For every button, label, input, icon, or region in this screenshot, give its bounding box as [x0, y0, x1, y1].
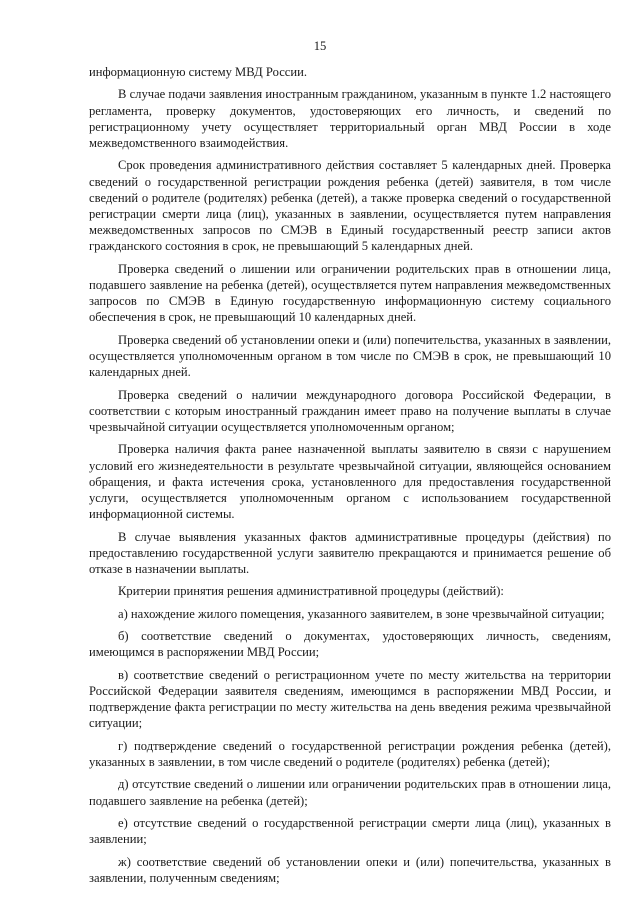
- criteria-item-v: в) соответствие сведений о регистрационном учете по месту жительства на территории Российской Федерации заявителя сведениям, имеющимся в распоряжении МВД России, и подтверждение факта регистрации по месту жительства на день введения режима чрезвычайной ситуации;: [89, 667, 611, 731]
- paragraph-criteria-heading: Критерии принятия решения административной процедуры (действий):: [118, 584, 504, 599]
- criteria-item-e: е) отсутствие сведений о государственной регистрации смерти лица (лиц), указанных в заявлении;: [89, 815, 611, 847]
- paragraph-termination: В случае выявления указанных фактов административные процедуры (действия) по предоставлению государственной услуги заявителю прекращаются и принимается решение об отказе в назначении выплаты.: [89, 529, 611, 576]
- criteria-item-a: а) нахождение жилого помещения, указанного заявителем, в зоне чрезвычайной ситуации;: [118, 606, 605, 621]
- criteria-item-b: б) соответствие сведений о документах, удостоверяющих личность, сведениям, имеющимся в распоряжении МВД России;: [89, 629, 611, 660]
- criteria-item-zh: ж) соответствие сведений об установлении опеки и (или) попечительства, указанных в заявлении, полученным сведениям;: [89, 854, 611, 885]
- paragraph-international-treaty: Проверка сведений о наличии международного договора Российской Федерации, в соответствии с которым иностранный гражданин имеет право на получение выплаты в случае чрезвычайной ситуации осуществляется уполномоченным органом;: [89, 387, 611, 434]
- document-body: [89, 64, 611, 892]
- page-number: 15: [313, 39, 327, 53]
- paragraph-deadline: Срок проведения административного действия составляет 5 календарных дней. Проверка сведений о государственной регистрации рождения ребенка (детей) заявителя, в том числе сведений о родителе (родителях) ребенка (детей), а также проверка сведений о государственной регистрации смерти лица (лиц), указанных в заявлении, осуществляется путем направления межведомственных запросов по СМЭВ в Единый государственный реестр записи актов гражданского состояния в срок, не превышающий 5 календарных дней.: [89, 158, 611, 254]
- paragraph-continuation: информационную систему МВД России.: [89, 65, 308, 79]
- paragraph-guardianship: Проверка сведений об установлении опеки и (или) попечительства, указанных в заявлении, осуществляется уполномоченным органом в том числе по СМЭВ в срок, не превышающий 10 календарных дней.: [89, 332, 611, 380]
- paragraph-parental-rights: Проверка сведений о лишении или ограничении родительских прав в отношении лица, подавшего заявление на ребенка (детей), осуществляется путем направления межведомственных запросов по СМЭВ в Единую государственную информационную систему социального обеспечения в срок, не превышающий 10 календарных дней.: [89, 261, 611, 325]
- criteria-item-d: д) отсутствие сведений о лишении или ограничении родительских прав в отношении лица, подавшего заявление на ребенка (детей);: [89, 777, 611, 808]
- paragraph-foreign-citizen: В случае подачи заявления иностранным гражданином, указанным в пункте 1.2 настоящего регламента, проверку документов, удостоверяющих его личность, и сведений по регистрационному учету осуществляет территориальный орган МВД России в ходе межведомственного взаимодействия.: [89, 87, 611, 150]
- criteria-item-g: г) подтверждение сведений о государственной регистрации рождения ребенка (детей), указанных в заявлении, в том числе сведений о родителе (родителях) ребенка (детей);: [89, 738, 611, 769]
- paragraph-previous-payment: Проверка наличия факта ранее назначенной выплаты заявителю в связи с нарушением условий его жизнедеятельности в результате чрезвычайной ситуации, являющейся основанием обращения, и факта истечения срока, установленного для предоставления государственной услуги, осуществляется уполномоченным органом с использованием государственной информационной системы.: [89, 442, 611, 522]
